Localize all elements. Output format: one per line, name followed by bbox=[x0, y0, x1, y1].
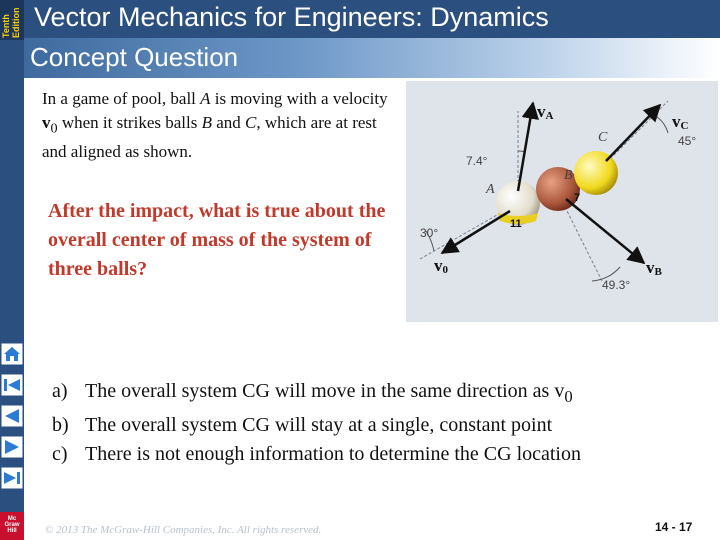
v0-symbol: v bbox=[42, 113, 51, 132]
mcgraw-hill-logo bbox=[0, 512, 24, 540]
last-slide-button[interactable] bbox=[0, 466, 24, 490]
first-slide-button[interactable] bbox=[0, 373, 24, 397]
intro-part: when it strikes balls bbox=[57, 113, 202, 132]
ball-c bbox=[574, 151, 618, 195]
copyright-footer: © 2013 The McGraw-Hill Companies, Inc. All rights reserved. bbox=[45, 524, 322, 536]
angle-c-label: 45° bbox=[678, 134, 697, 148]
angle-0-label: 30° bbox=[420, 226, 439, 240]
angle-b-label: 49.3° bbox=[602, 278, 631, 292]
ball-c-name: C bbox=[245, 113, 257, 132]
ball-b-name: B bbox=[201, 113, 212, 132]
va-subscript: A bbox=[545, 110, 554, 122]
answer-option-a bbox=[52, 377, 581, 411]
intro-part: , which are at rest and aligned as shown. bbox=[42, 113, 377, 162]
first-slide-icon bbox=[0, 373, 24, 397]
answer-text: The overall system CG will move in the same direction as v bbox=[85, 380, 565, 402]
arc-45 bbox=[654, 115, 668, 133]
logo-line-2: Graw bbox=[4, 522, 20, 528]
answer-text: The overall system CG will stay at a single, constant point bbox=[85, 414, 553, 436]
answer-option-b bbox=[52, 411, 581, 440]
edition-word-2: Edition bbox=[11, 7, 21, 38]
label-va bbox=[537, 102, 554, 122]
logo-line-3: Hill bbox=[7, 528, 17, 534]
home-button[interactable] bbox=[0, 342, 24, 366]
answer-subscript: 0 bbox=[564, 387, 573, 406]
header-bar bbox=[24, 0, 720, 38]
ball-b-label: B bbox=[564, 168, 573, 183]
page-number: 14 - 17 bbox=[655, 520, 693, 534]
answer-letter: c) bbox=[52, 443, 68, 465]
pool-balls-figure bbox=[406, 81, 718, 322]
arc-7-4 bbox=[518, 151, 524, 152]
va-symbol: v bbox=[537, 102, 546, 121]
slide-title: Concept Question bbox=[30, 42, 239, 72]
question-text: After the impact, what is true about the overall center of mass of the system of three balls? bbox=[48, 200, 386, 280]
ball-number-b: 7 bbox=[574, 192, 581, 204]
previous-slide-button[interactable] bbox=[0, 404, 24, 428]
v0-fig-symbol: v bbox=[434, 256, 443, 275]
intro-part: In a game of pool, ball bbox=[42, 89, 201, 108]
next-slide-button[interactable] bbox=[0, 435, 24, 459]
v0-fig-subscript: 0 bbox=[442, 264, 448, 276]
edition-label bbox=[0, 0, 24, 40]
answer-option-c bbox=[52, 440, 581, 469]
ball-a-label: A bbox=[486, 182, 495, 197]
pool-balls-diagram bbox=[406, 81, 718, 322]
arrow-v0 bbox=[442, 211, 510, 253]
v0-subscript: 0 bbox=[50, 120, 58, 137]
answer-letter: b) bbox=[52, 414, 69, 436]
vc-symbol: v bbox=[672, 112, 681, 131]
arrow-va bbox=[518, 103, 533, 191]
home-icon bbox=[0, 342, 24, 366]
ball-number-a: 11 bbox=[510, 218, 522, 230]
vb-symbol: v bbox=[646, 258, 655, 277]
last-slide-icon bbox=[0, 466, 24, 490]
intro-text bbox=[42, 87, 392, 164]
label-v0 bbox=[434, 256, 449, 276]
label-vb bbox=[646, 258, 663, 278]
answer-letter: a) bbox=[52, 380, 68, 402]
arrow-vc bbox=[606, 105, 660, 161]
ball-c-label: C bbox=[598, 130, 608, 145]
vb-subscript: B bbox=[654, 266, 662, 278]
intro-part: is moving with a velocity bbox=[210, 89, 388, 108]
subheader-bar bbox=[24, 38, 720, 78]
answer-list bbox=[52, 377, 581, 469]
book-title: Vector Mechanics for Engineers: Dynamics bbox=[34, 2, 549, 32]
previous-slide-icon bbox=[0, 404, 24, 428]
label-vc bbox=[672, 112, 689, 132]
arrow-vb bbox=[566, 199, 644, 263]
angle-a-label: 7.4° bbox=[466, 154, 488, 168]
logo-line-1: Mc bbox=[7, 516, 17, 522]
next-slide-icon bbox=[0, 435, 24, 459]
answer-text: There is not enough information to determine the CG location bbox=[85, 443, 581, 465]
vc-subscript: C bbox=[680, 120, 689, 132]
intro-part: and bbox=[211, 113, 246, 132]
ball-a-name: A bbox=[200, 89, 211, 108]
edition-word-1: Tenth bbox=[1, 14, 11, 38]
